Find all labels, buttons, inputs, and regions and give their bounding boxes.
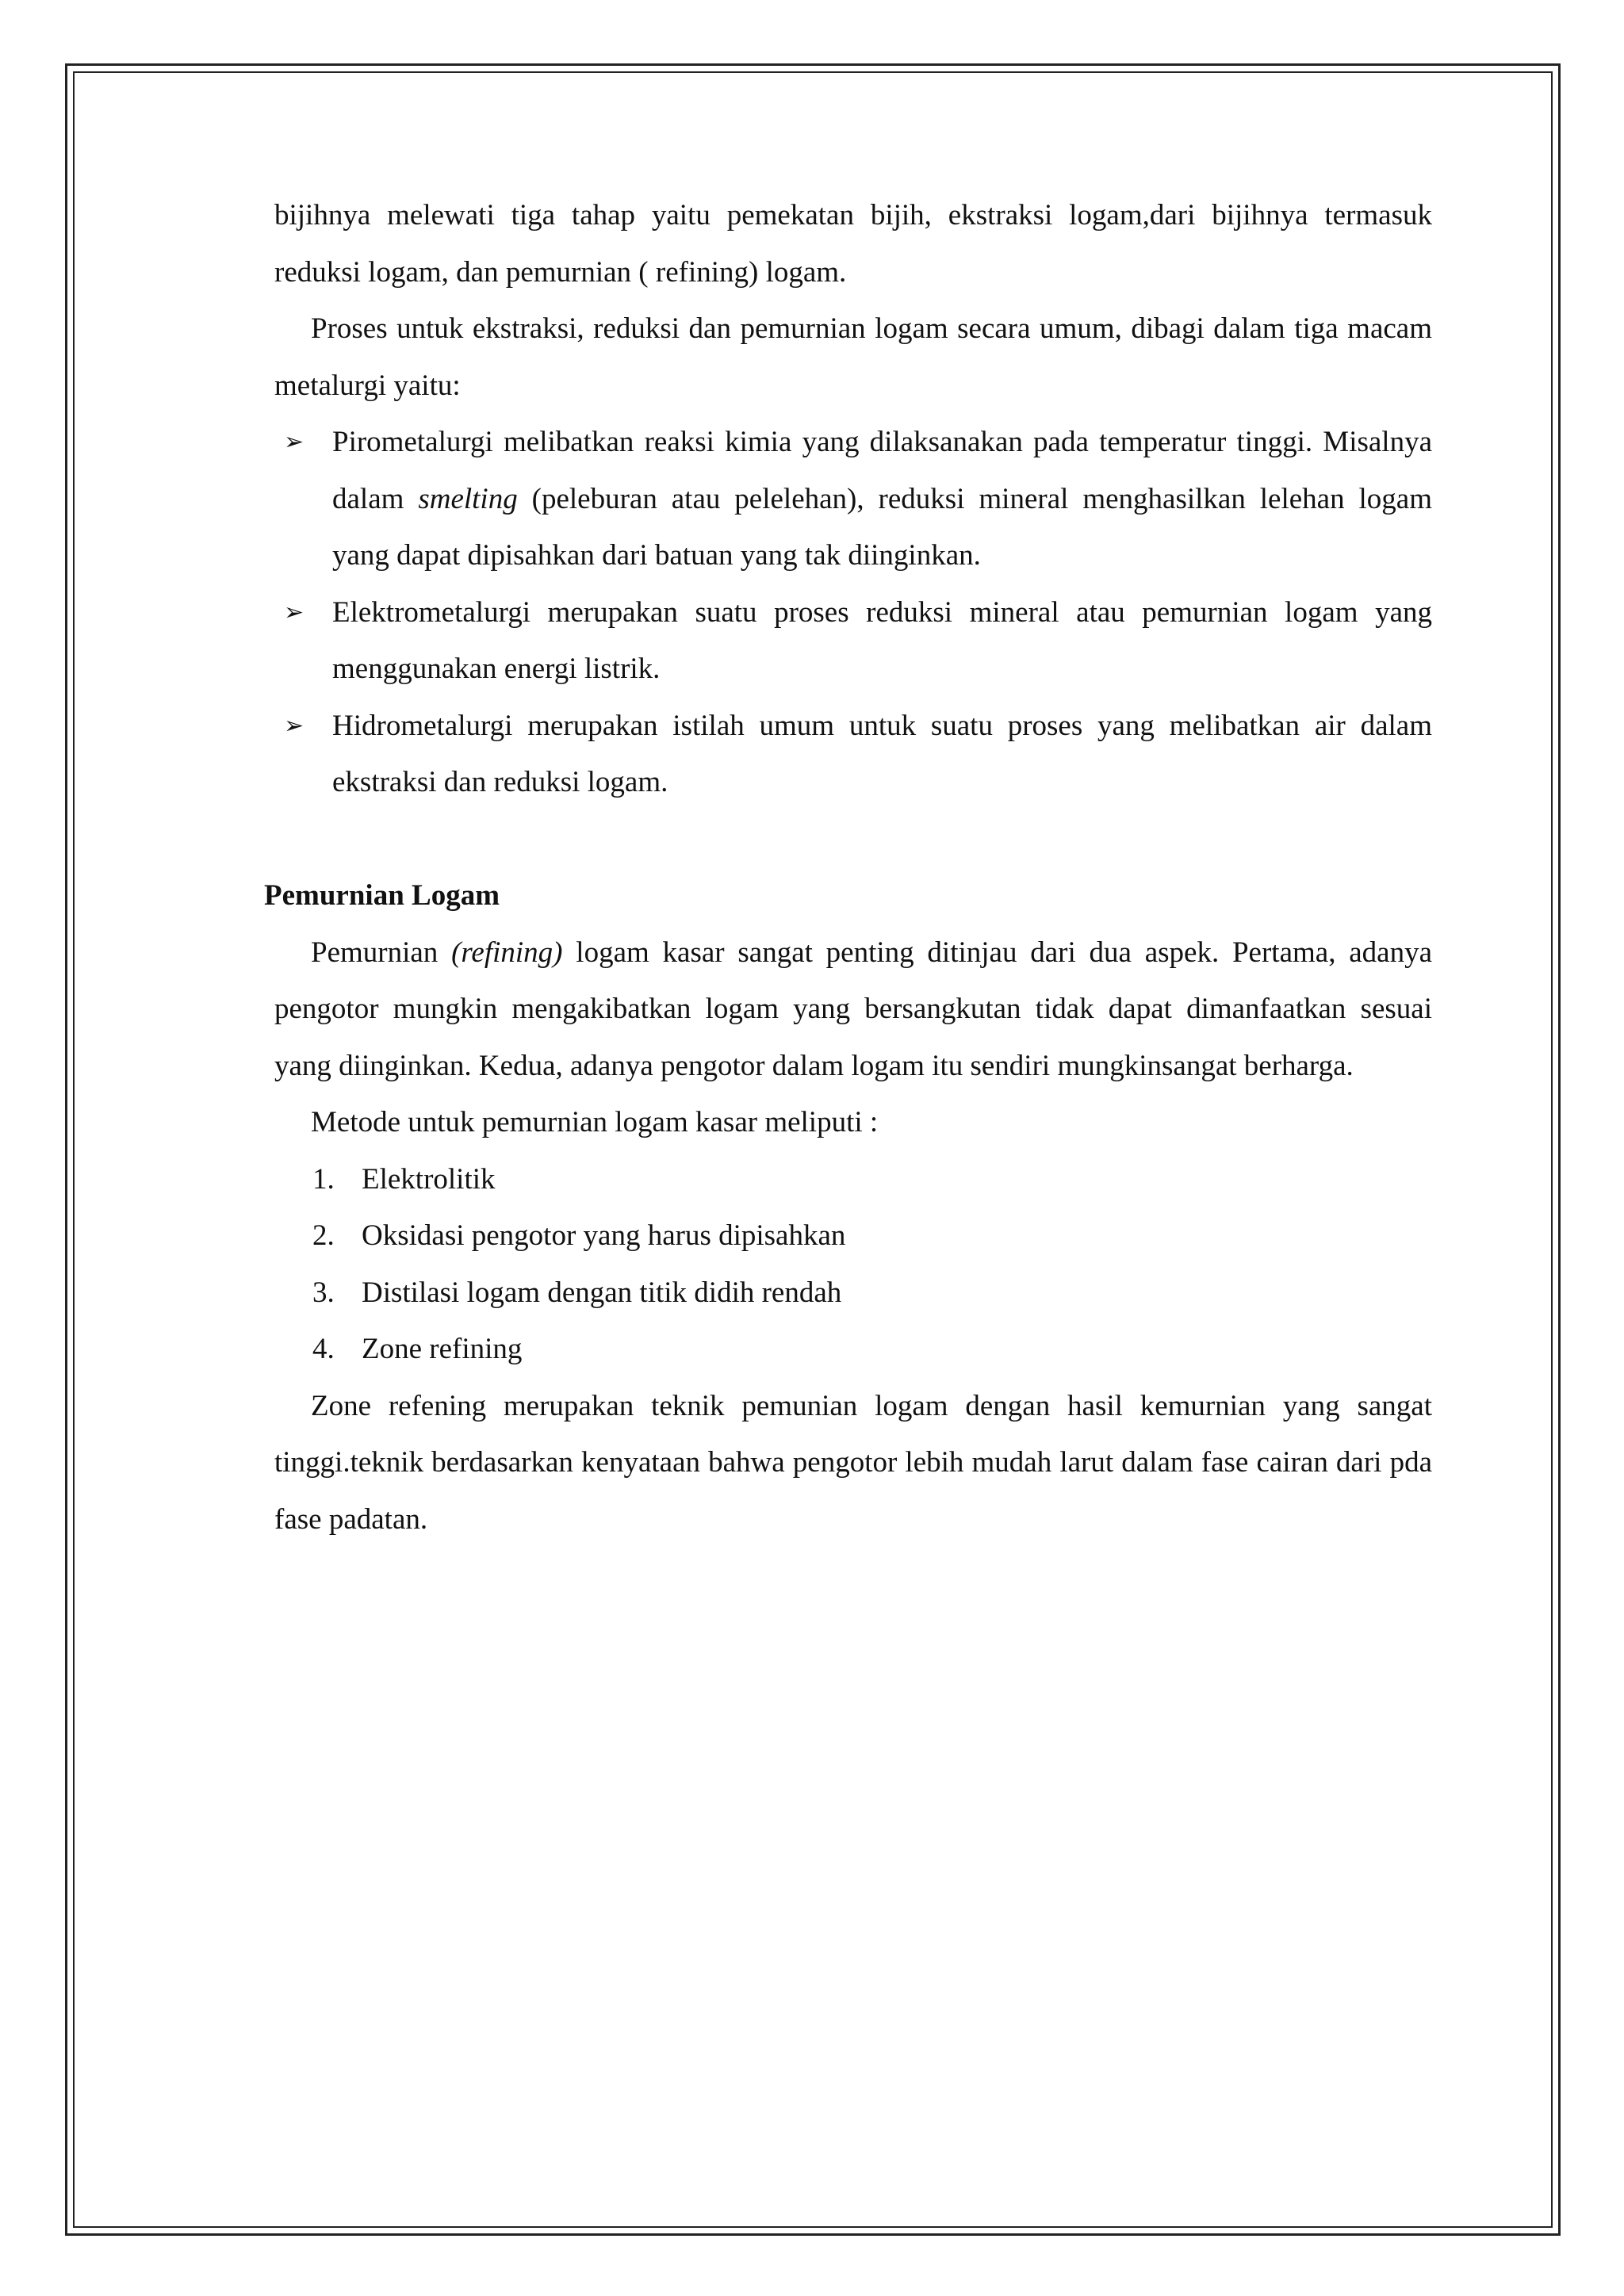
- refining-paragraph: [274, 924, 1432, 1095]
- methods-intro: Metode untuk pemurnian logam kasar meliputi :: [311, 1106, 879, 1138]
- list-item: [274, 698, 1432, 811]
- list-item-text: Zone refining: [362, 1333, 523, 1365]
- intro-paragraph: bijihnya melewati tiga tahap yaitu pemekatan bijih, ekstraksi logam,dari bijihnya termasuk reduksi logam, dan pemurnian ( refining) logam.: [274, 199, 1432, 289]
- list-number: 1.: [312, 1162, 335, 1196]
- arrowhead-bullet-icon: ➢: [284, 598, 304, 626]
- list-item-text: Elektrometalurgi merupakan suatu proses reduksi mineral atau pemurnian logam yang menggunakan energi listrik.: [332, 595, 1432, 685]
- list-item: [274, 414, 1432, 584]
- list-item-text: Hidrometalurgi merupakan istilah umum untuk suatu proses yang melibatkan air dalam ekstraksi dan reduksi logam.: [332, 709, 1432, 798]
- list-item: [274, 1265, 1432, 1322]
- process-paragraph: Proses untuk ekstraksi, reduksi dan pemurnian logam secara umum, dibagi dalam tiga macam metalurgi yaitu:: [274, 312, 1432, 402]
- list-item: [274, 1207, 1432, 1265]
- document-body: [264, 187, 1432, 1548]
- list-item-text-continued: (peleburan atau pelelehan), reduksi mineral menghasilkan lelehan logam yang dapat dipisahkan dari batuan yang tak diinginkan.: [332, 482, 1432, 572]
- methods-list: [274, 1151, 1432, 1378]
- section-heading: Pemurnian Logam: [264, 879, 500, 912]
- list-number: 4.: [312, 1333, 335, 1365]
- list-item-text: Elektrolitik: [362, 1162, 496, 1196]
- list-item: [274, 584, 1432, 698]
- refining-italic-term: (refining): [451, 936, 563, 969]
- list-item-italic: smelting: [418, 482, 518, 515]
- metallurgy-list: [274, 414, 1432, 811]
- list-number: 3.: [312, 1276, 335, 1309]
- list-item: [274, 1321, 1432, 1378]
- refining-text-continued: logam kasar sangat penting ditinjau dari dua aspek. Pertama, adanya pengotor mungkin mengakibatkan logam yang bersangkutan tidak dapat dimanfaatkan sesuai yang diinginkan. Kedua, adanya pengotor dalam logam itu sendiri mungkinsangat berharga.: [274, 936, 1432, 1082]
- list-item-text: Distilasi logam dengan titik didih rendah: [362, 1276, 842, 1309]
- zone-refining-paragraph: Zone refening merupakan teknik pemunian logam dengan hasil kemurnian yang sangat tinggi.teknik berdasarkan kenyataan bahwa pengotor lebih mudah larut dalam fase cairan dari pda fase padatan.: [274, 1389, 1432, 1536]
- arrowhead-bullet-icon: ➢: [284, 711, 304, 740]
- list-item-text: Pirometalurgi melibatkan reaksi kimia yang dilaksanakan pada temperatur tinggi. Misalnya dalam: [332, 426, 1432, 515]
- list-item-text: Oksidasi pengotor yang harus dipisahkan: [362, 1219, 846, 1252]
- list-number: 2.: [312, 1219, 335, 1252]
- arrowhead-bullet-icon: ➢: [284, 428, 304, 456]
- refining-text: Pemurnian: [311, 936, 452, 969]
- list-item: [274, 1151, 1432, 1208]
